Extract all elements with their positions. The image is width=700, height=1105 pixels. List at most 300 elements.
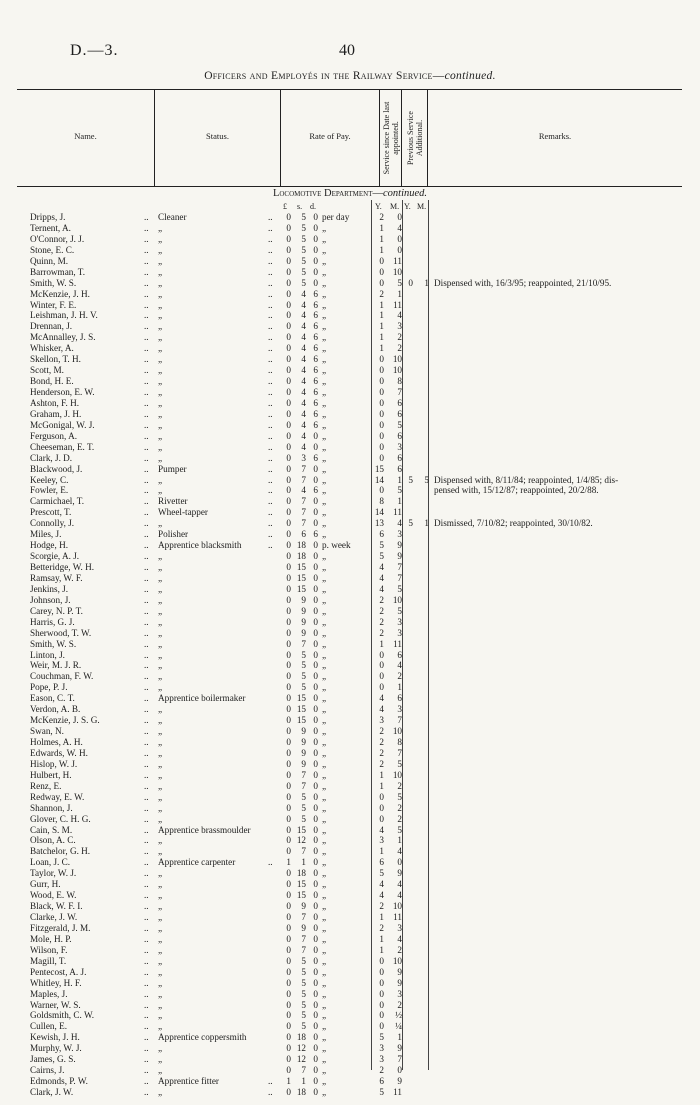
- table-row: [0, 857, 700, 868]
- pay-shillings: 4: [301, 387, 306, 397]
- pay-period: „: [322, 922, 327, 933]
- employee-name: McGonigal, W. J.: [30, 419, 95, 430]
- leader-dots: ..: [144, 212, 149, 222]
- pay-pounds: 0: [286, 310, 291, 321]
- pay-shillings: 7: [301, 496, 306, 507]
- pay-pence: 0: [313, 879, 318, 890]
- service-years: 0: [379, 441, 384, 452]
- employee-name: Whitley, H. F.: [30, 977, 82, 988]
- employee-status: „: [158, 802, 163, 813]
- pay-pounds: 0: [286, 299, 291, 310]
- leader-dots: ..: [144, 922, 149, 933]
- table-row: [0, 737, 700, 748]
- employee-name: Wilson, F.: [30, 944, 68, 955]
- service-months: 2: [397, 671, 402, 682]
- pay-pence: 6: [313, 387, 318, 397]
- pay-pence: 0: [313, 474, 318, 485]
- pay-shillings: 18: [296, 1032, 306, 1043]
- leader-dots: ..: [144, 1010, 149, 1021]
- table-row: [0, 639, 700, 650]
- pay-pence: 6: [313, 332, 318, 343]
- leader-dots: ..: [268, 857, 273, 868]
- leader-dots: ..: [144, 474, 149, 485]
- employee-name: Goldsmith, C. W.: [30, 1010, 95, 1021]
- table-row: [0, 781, 700, 792]
- pay-pounds: 0: [286, 616, 291, 627]
- service-years: 1: [379, 912, 384, 922]
- pay-period: „: [322, 999, 327, 1010]
- pay-shillings: 7: [301, 518, 306, 529]
- pay-pence: 0: [313, 715, 318, 726]
- service-years: 0: [379, 955, 384, 966]
- leader-dots: ..: [144, 737, 149, 747]
- service-years: 5: [379, 551, 384, 562]
- leader-dots: ..: [268, 397, 273, 408]
- leader-dots: ..: [144, 518, 149, 529]
- pay-pounds: 0: [286, 977, 291, 988]
- service-months: 4: [397, 879, 402, 890]
- pay-pence: 6: [313, 354, 318, 365]
- pay-period: „: [322, 616, 327, 627]
- service-years: 0: [379, 365, 384, 376]
- pay-pounds: 0: [286, 1054, 291, 1065]
- table-row: [0, 562, 700, 573]
- employee-status: „: [158, 1043, 163, 1054]
- employee-name: Batchelor, G. H.: [30, 846, 91, 857]
- employee-status: „: [158, 332, 163, 343]
- employee-status: „: [158, 780, 163, 791]
- service-months: 3: [397, 704, 402, 715]
- employee-status: „: [158, 277, 163, 288]
- leader-dots: ..: [144, 376, 149, 387]
- pay-shillings: 9: [301, 922, 306, 933]
- pay-pence: 0: [313, 660, 318, 671]
- pay-period: „: [322, 452, 327, 463]
- service-years: 4: [379, 583, 384, 594]
- header-name: Name.: [74, 131, 97, 141]
- pay-period: „: [322, 222, 327, 233]
- pay-pounds: 0: [286, 769, 291, 780]
- pay-pence: 0: [313, 704, 318, 715]
- leader-dots: ..: [144, 1032, 149, 1043]
- table-row: [0, 278, 700, 289]
- pay-period: „: [322, 737, 327, 747]
- service-years: 5: [379, 540, 384, 551]
- employee-status: „: [158, 474, 163, 485]
- pay-shillings: 12: [296, 1054, 306, 1065]
- leader-dots: ..: [144, 912, 149, 922]
- pay-pence: 0: [313, 1021, 318, 1032]
- pay-pence: 0: [313, 813, 318, 824]
- service-months: 5: [397, 758, 402, 769]
- pay-pounds: 0: [286, 715, 291, 726]
- service-years: 0: [379, 387, 384, 397]
- leader-dots: ..: [144, 627, 149, 638]
- leader-dots: ..: [268, 507, 273, 518]
- pay-pence: 0: [313, 277, 318, 288]
- document-code: D.—3.: [70, 42, 119, 59]
- section-continued: continued.: [383, 188, 428, 199]
- pay-pence: 0: [313, 572, 318, 583]
- pay-pounds: 0: [286, 890, 291, 901]
- service-months: 2: [397, 780, 402, 791]
- pay-period: „: [322, 605, 327, 616]
- pay-shillings: 7: [301, 944, 306, 955]
- employee-status: „: [158, 222, 163, 233]
- service-months: 0: [397, 233, 402, 244]
- pay-period: „: [322, 802, 327, 813]
- service-years: 0: [379, 408, 384, 419]
- header-rate-col: [281, 90, 380, 186]
- pay-shillings: 5: [301, 266, 306, 277]
- pay-period: „: [322, 288, 327, 299]
- service-months: 9: [397, 868, 402, 879]
- service-months: 9: [397, 1076, 402, 1087]
- leader-dots: ..: [268, 408, 273, 419]
- previous-years: 0: [408, 277, 413, 288]
- employee-name: Barrowman, T.: [30, 266, 86, 277]
- pay-period: „: [322, 879, 327, 890]
- header-name-col: [17, 90, 155, 186]
- pay-shillings: 5: [301, 682, 306, 693]
- pay-pounds: 0: [286, 244, 291, 255]
- pay-pounds: 0: [286, 288, 291, 299]
- pay-shillings: 4: [301, 343, 306, 354]
- service-years: 0: [379, 977, 384, 988]
- pay-pounds: 0: [286, 496, 291, 507]
- pay-pounds: 0: [286, 944, 291, 955]
- employee-name: McKenzie, J. S. G.: [30, 715, 100, 726]
- pay-period: „: [322, 551, 327, 562]
- employee-name: Betteridge, W. H.: [30, 562, 95, 572]
- leader-dots: ..: [144, 266, 149, 277]
- employee-status: Apprentice boilermaker: [158, 693, 246, 704]
- pay-pence: 6: [313, 299, 318, 310]
- employee-status: „: [158, 365, 163, 376]
- employee-name: Verdon, A. B.: [30, 704, 81, 715]
- leader-dots: ..: [144, 233, 149, 244]
- pay-pounds: 0: [286, 802, 291, 813]
- service-years: 0: [379, 397, 384, 408]
- pay-period: „: [322, 1076, 327, 1087]
- service-months: 5: [397, 419, 402, 430]
- pay-period: „: [322, 529, 327, 540]
- service-months: 2: [397, 802, 402, 813]
- table-row: [0, 704, 700, 715]
- employee-name: Winter, F. E.: [30, 299, 77, 310]
- employee-status: „: [158, 737, 163, 747]
- table-row: [0, 759, 700, 770]
- pay-pounds: 0: [286, 572, 291, 583]
- employee-status: „: [158, 255, 163, 266]
- pay-period: „: [322, 365, 327, 376]
- employee-status: Apprentice brassmoulder: [158, 824, 251, 835]
- pay-shillings: 7: [301, 507, 306, 518]
- service-years: 0: [379, 802, 384, 813]
- leader-dots: ..: [144, 1043, 149, 1054]
- employee-status: Apprentice fitter: [158, 1076, 219, 1087]
- table-row: [0, 825, 700, 836]
- pay-pounds: 0: [286, 901, 291, 912]
- pay-shillings: 4: [301, 485, 306, 496]
- employee-status: „: [158, 1065, 163, 1076]
- pay-shillings: 3: [301, 452, 306, 463]
- pay-pounds: 0: [286, 321, 291, 332]
- table-row: [0, 212, 700, 223]
- pay-pounds: 0: [286, 397, 291, 408]
- pay-pounds: 0: [286, 507, 291, 518]
- pay-period: „: [322, 682, 327, 693]
- service-years: 1: [379, 321, 384, 332]
- pay-period: „: [322, 912, 327, 922]
- service-years: 6: [379, 529, 384, 540]
- pay-shillings: 15: [296, 572, 306, 583]
- pay-pounds: 0: [286, 1043, 291, 1054]
- employee-name: Wood, E. W.: [30, 890, 77, 901]
- service-months: 3: [397, 441, 402, 452]
- leader-dots: ..: [144, 310, 149, 321]
- pay-shillings: 4: [301, 299, 306, 310]
- service-months: 11: [393, 638, 402, 649]
- leader-dots: ..: [268, 1087, 273, 1097]
- table-row: [0, 376, 700, 387]
- pay-shillings: 5: [301, 791, 306, 802]
- service-months: 2: [397, 813, 402, 824]
- table-row: [0, 475, 700, 486]
- pay-pence: 0: [313, 540, 318, 551]
- employee-status: „: [158, 944, 163, 955]
- pay-shillings: 4: [301, 419, 306, 430]
- service-months: 5: [397, 583, 402, 594]
- pay-shillings: 9: [301, 726, 306, 737]
- employee-status: „: [158, 518, 163, 529]
- employee-status: „: [158, 343, 163, 354]
- pay-shillings: 1: [301, 857, 306, 868]
- employee-name: Ramsay, W. F.: [30, 572, 83, 583]
- previous-months: 1: [424, 518, 429, 529]
- employee-name: Black, W. F. I.: [30, 901, 83, 912]
- pay-pence: 0: [313, 233, 318, 244]
- pay-period: „: [322, 397, 327, 408]
- employee-status: „: [158, 758, 163, 769]
- employee-status: „: [158, 387, 163, 397]
- service-years: 2: [379, 288, 384, 299]
- pay-pence: 6: [313, 376, 318, 387]
- employee-status: „: [158, 310, 163, 321]
- employee-name: Mole, H. P.: [30, 933, 72, 944]
- leader-dots: ..: [144, 288, 149, 299]
- service-years: 0: [379, 966, 384, 977]
- employee-status: „: [158, 726, 163, 737]
- pay-pounds: 0: [286, 485, 291, 496]
- pay-pounds: 0: [286, 922, 291, 933]
- table-row: [0, 934, 700, 945]
- service-months: 2: [397, 944, 402, 955]
- pay-shillings: 7: [301, 638, 306, 649]
- service-years: 0: [379, 376, 384, 387]
- pay-shillings: 18: [296, 551, 306, 562]
- table-row: [0, 628, 700, 639]
- pay-period: „: [322, 266, 327, 277]
- pay-pence: 0: [313, 507, 318, 518]
- pay-pounds: 0: [286, 813, 291, 824]
- employee-status: „: [158, 813, 163, 824]
- pay-pounds: 0: [286, 879, 291, 890]
- table-row: [0, 420, 700, 431]
- employee-name: Scott, M.: [30, 365, 64, 376]
- service-months: 10: [392, 769, 402, 780]
- service-years: 0: [379, 277, 384, 288]
- employee-name: Cheeseman, E. T.: [30, 441, 95, 452]
- pay-pounds: 0: [286, 1032, 291, 1043]
- unit-years-1: Y.: [375, 202, 382, 211]
- pay-pence: 0: [313, 441, 318, 452]
- pay-shillings: 5: [301, 277, 306, 288]
- employee-name: Maples, J.: [30, 988, 68, 999]
- leader-dots: ..: [144, 496, 149, 507]
- leader-dots: ..: [144, 802, 149, 813]
- leader-dots: ..: [268, 430, 273, 441]
- table-row: [0, 584, 700, 595]
- pay-pounds: 0: [286, 933, 291, 944]
- leader-dots: ..: [144, 540, 149, 551]
- pay-pounds: 0: [286, 824, 291, 835]
- employee-name: Hislop, W. J.: [30, 758, 78, 769]
- unit-years-2: Y.: [404, 202, 411, 211]
- employee-status: „: [158, 288, 163, 299]
- pay-pence: 0: [313, 737, 318, 747]
- pay-shillings: 4: [301, 310, 306, 321]
- service-months: 3: [397, 529, 402, 540]
- service-years: 3: [379, 1054, 384, 1065]
- leader-dots: ..: [144, 299, 149, 310]
- pay-pounds: 0: [286, 780, 291, 791]
- service-years: 1: [379, 244, 384, 255]
- service-months: 5: [397, 791, 402, 802]
- pay-pounds: 0: [286, 693, 291, 704]
- leader-dots: ..: [268, 485, 273, 496]
- service-months: 8: [397, 376, 402, 387]
- service-months: 7: [397, 387, 402, 397]
- table-row: [0, 529, 700, 540]
- pay-period: „: [322, 441, 327, 452]
- pay-period: „: [322, 693, 327, 704]
- employee-status: „: [158, 233, 163, 244]
- pay-pounds: 1: [286, 1076, 291, 1087]
- service-years: 2: [379, 1065, 384, 1076]
- pay-pence: 6: [313, 485, 318, 496]
- employee-name: Leishman, J. H. V.: [30, 310, 98, 321]
- pay-period: „: [322, 343, 327, 354]
- pay-pence: 0: [313, 616, 318, 627]
- pay-shillings: 4: [301, 288, 306, 299]
- leader-dots: ..: [144, 277, 149, 288]
- employee-name: Miles, J.: [30, 529, 62, 540]
- employee-status: Apprentice carpenter: [158, 857, 236, 868]
- service-years: 4: [379, 879, 384, 890]
- service-years: 1: [379, 933, 384, 944]
- table-row: [0, 814, 700, 825]
- pay-period: „: [322, 1021, 327, 1032]
- leader-dots: ..: [144, 529, 149, 540]
- service-years: 0: [379, 813, 384, 824]
- leader-dots: ..: [144, 726, 149, 737]
- service-years: 0: [379, 452, 384, 463]
- pay-pounds: 0: [286, 277, 291, 288]
- leader-dots: ..: [144, 562, 149, 572]
- pay-period: „: [322, 1032, 327, 1043]
- employee-status: „: [158, 408, 163, 419]
- pay-period: „: [322, 594, 327, 605]
- table-row: [0, 540, 700, 551]
- employee-status: „: [158, 999, 163, 1010]
- pay-pounds: 0: [286, 474, 291, 485]
- header-rate: Rate of Pay.: [309, 131, 351, 141]
- service-years: 2: [379, 594, 384, 605]
- service-years: 0: [379, 660, 384, 671]
- employee-name: Fowler, E.: [30, 485, 69, 496]
- leader-dots: ..: [144, 408, 149, 419]
- service-years: 0: [379, 485, 384, 496]
- service-years: 13: [374, 518, 384, 529]
- pay-period: „: [322, 780, 327, 791]
- employee-name: Clarke, J. W.: [30, 912, 78, 922]
- leader-dots: ..: [144, 638, 149, 649]
- pay-pence: 0: [313, 594, 318, 605]
- pay-shillings: 9: [301, 616, 306, 627]
- pay-shillings: 7: [301, 933, 306, 944]
- leader-dots: ..: [268, 310, 273, 321]
- pay-pounds: 0: [286, 255, 291, 266]
- employee-status: „: [158, 594, 163, 605]
- pay-shillings: 5: [301, 671, 306, 682]
- pay-shillings: 15: [296, 693, 306, 704]
- leader-dots: ..: [268, 463, 273, 474]
- pay-pence: 6: [313, 310, 318, 321]
- service-months: 4: [397, 846, 402, 857]
- leader-dots: ..: [144, 857, 149, 868]
- service-months: 2: [397, 999, 402, 1010]
- service-years: 4: [379, 890, 384, 901]
- service-months: 7: [397, 562, 402, 572]
- employee-name: Shannon, J.: [30, 802, 73, 813]
- service-months: 1: [397, 496, 402, 507]
- employee-status: Apprentice blacksmith: [158, 540, 242, 551]
- employee-status: „: [158, 1021, 163, 1032]
- service-years: 3: [379, 835, 384, 846]
- subtitle-continued: continued.: [444, 70, 496, 82]
- employee-name: Couchman, F. W.: [30, 671, 94, 682]
- pay-pence: 0: [313, 551, 318, 562]
- leader-dots: ..: [144, 594, 149, 605]
- pay-pence: 0: [313, 1076, 318, 1087]
- pay-pounds: 0: [286, 1021, 291, 1032]
- employee-status: „: [158, 682, 163, 693]
- service-years: 5: [379, 1087, 384, 1097]
- table-row: [0, 245, 700, 256]
- table-row: [0, 496, 700, 507]
- leader-dots: ..: [268, 474, 273, 485]
- pay-pounds: 0: [286, 726, 291, 737]
- table-row: [0, 289, 700, 300]
- table-row: [0, 1043, 700, 1054]
- pay-pence: 0: [313, 977, 318, 988]
- pay-period: „: [322, 354, 327, 365]
- pay-pounds: 0: [286, 671, 291, 682]
- employee-name: Kewish, J. H.: [30, 1032, 80, 1043]
- pay-pounds: 0: [286, 518, 291, 529]
- pay-period: „: [322, 419, 327, 430]
